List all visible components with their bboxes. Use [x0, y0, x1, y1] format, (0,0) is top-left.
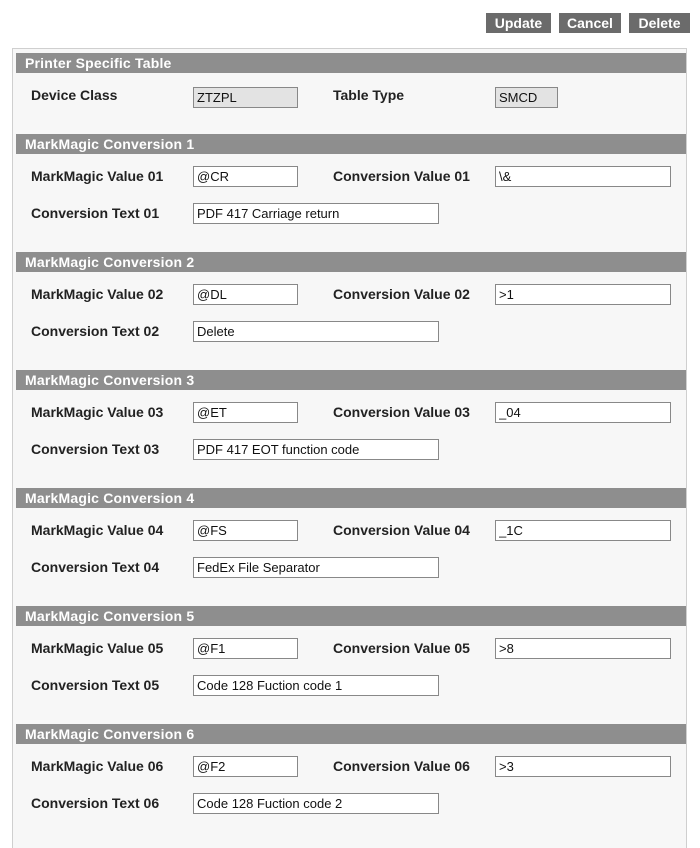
markmagic-conversion-section	[16, 134, 686, 244]
conversion-value-label: Conversion Value 06	[333, 758, 470, 774]
conversion-value-field[interactable]	[495, 756, 671, 777]
cancel-button[interactable]: Cancel	[559, 13, 621, 33]
markmagic-conversion-section	[16, 724, 686, 834]
conversion-value-field[interactable]	[495, 520, 671, 541]
conversion-value-label: Conversion Value 02	[333, 286, 470, 302]
conversion-text-field[interactable]	[193, 203, 439, 224]
markmagic-conversion-section	[16, 370, 686, 480]
conversion-text-field[interactable]	[193, 439, 439, 460]
section-header: MarkMagic Conversion 2	[16, 252, 686, 272]
section-header: MarkMagic Conversion 4	[16, 488, 686, 508]
section-header: MarkMagic Conversion 1	[16, 134, 686, 154]
markmagic-value-label: MarkMagic Value 01	[31, 168, 164, 184]
markmagic-value-label: MarkMagic Value 06	[31, 758, 164, 774]
markmagic-value-label: MarkMagic Value 02	[31, 286, 164, 302]
table-type-label: Table Type	[333, 87, 405, 103]
section-header: MarkMagic Conversion 3	[16, 370, 686, 390]
markmagic-value-field[interactable]	[193, 284, 298, 305]
markmagic-value-field[interactable]	[193, 402, 298, 423]
conversion-value-field[interactable]	[495, 284, 671, 305]
markmagic-value-field[interactable]	[193, 520, 298, 541]
toolbar	[486, 13, 690, 33]
device-class-field	[193, 87, 298, 108]
conversion-text-label: Conversion Text 02	[31, 323, 160, 339]
markmagic-value-field[interactable]	[193, 166, 298, 187]
markmagic-value-label: MarkMagic Value 04	[31, 522, 164, 538]
markmagic-value-field[interactable]	[193, 756, 298, 777]
markmagic-value-label: MarkMagic Value 03	[31, 404, 164, 420]
markmagic-conversion-section	[16, 252, 686, 362]
conversion-text-label: Conversion Text 03	[31, 441, 160, 457]
conversion-value-label: Conversion Value 01	[333, 168, 470, 184]
conversion-text-field[interactable]	[193, 321, 439, 342]
conversion-text-label: Conversion Text 04	[31, 559, 160, 575]
conversion-text-field[interactable]	[193, 675, 439, 696]
conversion-value-field[interactable]	[495, 402, 671, 423]
conversion-value-field[interactable]	[495, 166, 671, 187]
update-button[interactable]: Update	[486, 13, 551, 33]
conversion-text-label: Conversion Text 01	[31, 205, 160, 221]
conversion-text-field[interactable]	[193, 557, 439, 578]
conversion-text-label: Conversion Text 05	[31, 677, 160, 693]
form-panel	[12, 48, 687, 848]
conversion-value-field[interactable]	[495, 638, 671, 659]
markmagic-conversion-section	[16, 488, 686, 598]
markmagic-conversion-section	[16, 606, 686, 716]
printer-specific-section	[16, 53, 686, 113]
conversion-text-field[interactable]	[193, 793, 439, 814]
markmagic-value-field[interactable]	[193, 638, 298, 659]
section-header: MarkMagic Conversion 5	[16, 606, 686, 626]
conversion-text-label: Conversion Text 06	[31, 795, 160, 811]
section-header: Printer Specific Table	[16, 53, 686, 73]
markmagic-value-label: MarkMagic Value 05	[31, 640, 164, 656]
section-header: MarkMagic Conversion 6	[16, 724, 686, 744]
device-class-label: Device Class	[31, 87, 118, 103]
table-type-field	[495, 87, 558, 108]
conversion-value-label: Conversion Value 05	[333, 640, 470, 656]
delete-button[interactable]: Delete	[629, 13, 690, 33]
conversion-value-label: Conversion Value 03	[333, 404, 470, 420]
conversion-value-label: Conversion Value 04	[333, 522, 470, 538]
